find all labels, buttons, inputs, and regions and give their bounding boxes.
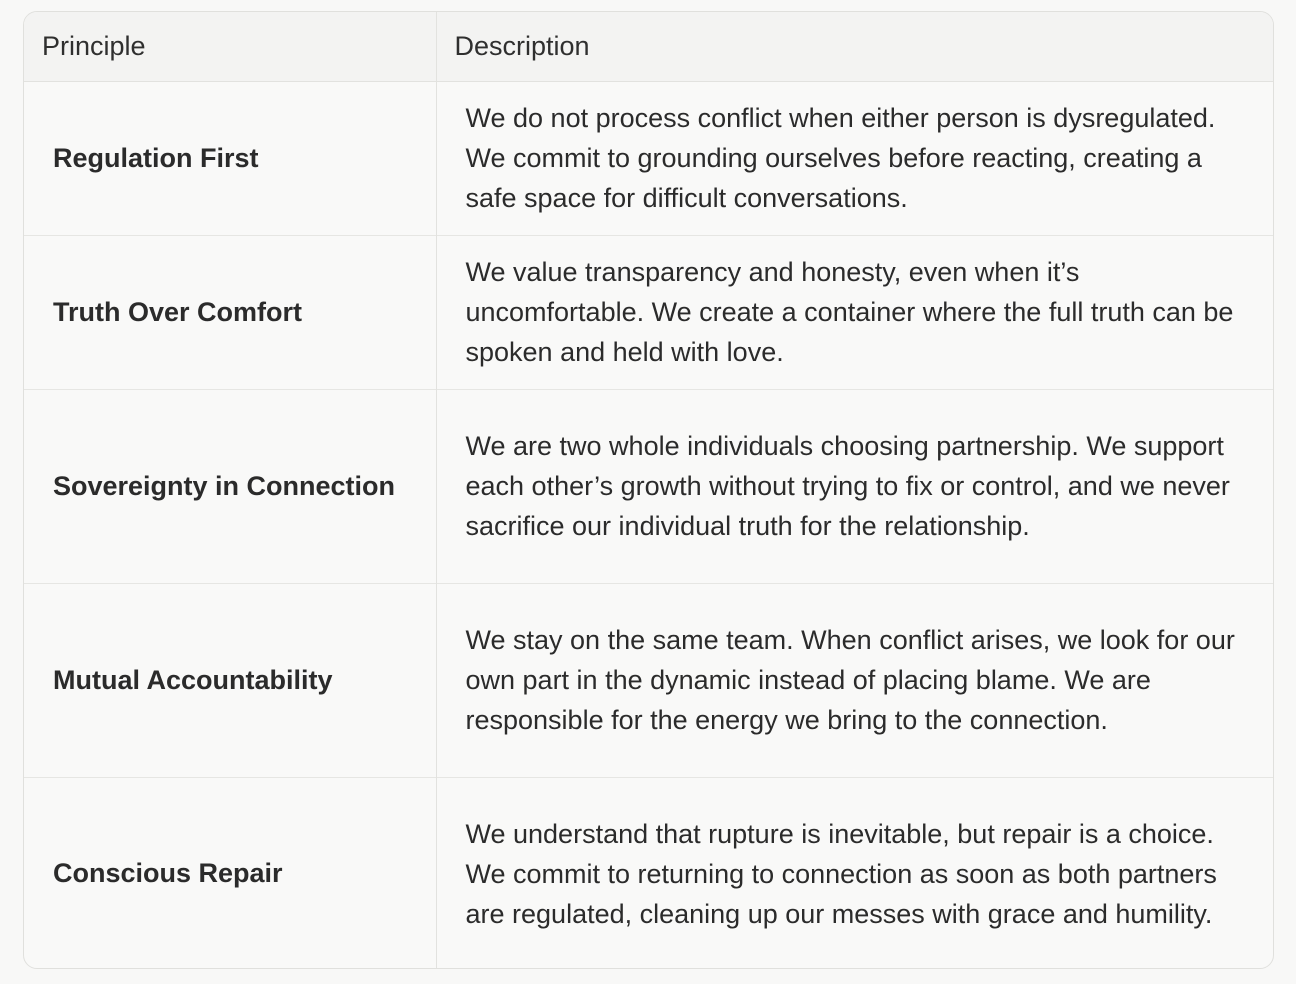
description-cell: We stay on the same team. When conflict arises, we look for our own part in the dynamic instead of placing blame. We are responsible for the energy we bring to the connection.: [436, 583, 1273, 777]
principle-cell: Regulation First: [53, 142, 259, 173]
description-cell: We do not process conflict when either person is dysregulated. We commit to grounding ourselves before reacting, creating a safe space for difficult conversations.: [436, 81, 1273, 235]
header-row: [24, 12, 1273, 81]
principle-cell: Mutual Accountability: [24, 583, 436, 777]
table-row: [24, 389, 1273, 583]
description-cell: We value transparency and honesty, even when it’s uncomfortable. We create a container where the full truth can be spoken and held with love.: [436, 235, 1273, 389]
column-header-description: Description: [436, 12, 1273, 81]
column-header-principle: Principle: [24, 12, 436, 81]
table-row: [24, 583, 1273, 777]
principle-cell: Conscious Repair: [24, 777, 436, 969]
table-row: [24, 777, 1273, 969]
description-cell: We understand that rupture is inevitable, but repair is a choice. We commit to returning to connection as soon as both partners are regulated, cleaning up our messes with grace and humility.: [436, 777, 1273, 969]
table-header: [24, 12, 1273, 81]
table-row: [24, 235, 1273, 389]
description-cell: We are two whole individuals choosing partnership. We support each other’s growth without trying to fix or control, and we never sacrifice our individual truth for the relationship.: [436, 389, 1273, 583]
table-body: [24, 81, 1273, 969]
principles-table-container: [23, 11, 1274, 969]
principle-cell: Sovereignty in Connection: [24, 389, 436, 583]
principle-cell: Truth Over Comfort: [24, 235, 436, 389]
principles-table: [24, 12, 1273, 969]
table-row: [24, 81, 1273, 235]
